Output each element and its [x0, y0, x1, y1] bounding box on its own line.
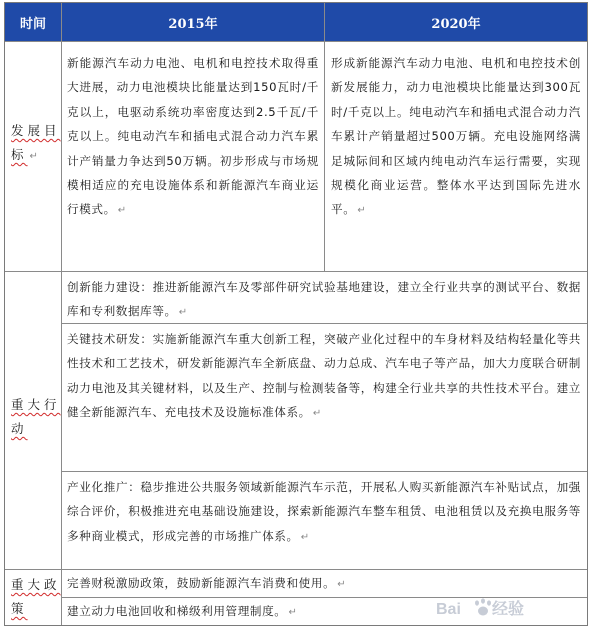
grid-line [61, 471, 587, 472]
policy-item-text: 完善财税激励政策，鼓励新能源汽车消费和使用。 [67, 576, 336, 590]
svg-text:Bai: Bai [436, 601, 461, 618]
paragraph-mark: ↵ [312, 408, 322, 420]
grid-line [5, 41, 587, 42]
paragraph-mark: ↵ [178, 307, 188, 319]
grid-line [5, 569, 587, 570]
svg-text:经验: 经验 [492, 601, 525, 618]
paragraph-mark: ↵ [357, 205, 367, 217]
goals-2020-text: 形成新能源汽车动力电池、电机和电控技术创新发展能力，动力电池模块比能量达到300瓦时/千克以上。纯电动汽车和插电式混合动力汽车累计产销量超过500万辆。充电设施网络满足城际间和区域内纯电动汽车运行需要，实现规模化商业运营。整体水平达到国际先进水平。 [331, 56, 581, 217]
header-2020-label: 2020年 [431, 16, 481, 32]
goals-2015-cell [67, 51, 319, 224]
row-label-actions [5, 393, 61, 453]
baidu-paw-icon [434, 594, 584, 624]
policy-item-text: 建立动力电池回收和梯级利用管理制度。 [67, 604, 287, 618]
actions-item-rnd [67, 327, 581, 427]
row-label-policy [5, 573, 61, 623]
actions-item-text: 创新能力建设：推进新能源汽车及零部件研究试验基地建设，建立全行业共享的测试平台、数据库和专利数据库等。 [67, 280, 581, 319]
plan-table [4, 2, 588, 626]
actions-item-text: 关键技术研发：实施新能源汽车重大创新工程，突破产业化过程中的车身材料及结构轻量化等共性技术和工艺技术，研发新能源汽车全新底盘、动力总成、汽车电子等产品，加大力度联合研制动力电池及其关键材料，以及生产、控制与检测装备等，构建全行业共享的共性技术平台。建立健全新能源汽车、充电技术及设施标准体系。 [67, 332, 581, 420]
grid-line [324, 3, 325, 271]
actions-item-promotion [67, 475, 581, 550]
paragraph-mark: ↵ [300, 531, 310, 543]
actions-label: 重大行动 [11, 397, 61, 436]
paragraph-mark: ↵ [117, 205, 127, 217]
goals-2015-text: 新能源汽车动力电池、电机和电控技术取得重大进展，动力电池模块比能量达到150瓦时/千克以上，电驱动系统功率密度达到2.5千瓦/千克以上。纯电动汽车和插电式混合动力汽车累计产销量力争达到50万辆。初步形成与市场规模相适应的充电设施体系和新能源汽车商业运行模式。 [67, 56, 319, 217]
policy-label: 重大政策 [11, 577, 61, 616]
header-cell-time [5, 3, 61, 41]
header-cell-2020 [325, 3, 587, 41]
baidu-watermark-logo [434, 594, 584, 624]
row-label-goals [5, 119, 61, 179]
paragraph-mark: ↵ [29, 151, 42, 162]
grid-line [5, 271, 587, 272]
actions-item-innovation [67, 275, 581, 326]
goals-2020-cell [331, 51, 581, 224]
header-2015-label: 2015年 [168, 16, 218, 32]
grid-line [61, 3, 62, 625]
actions-item-text: 产业化推广：稳步推进公共服务领域新能源汽车示范，开展私人购买新能源汽车补贴试点，加强综合评价，积极推进充电基础设施建设，探索新能源汽车整车租赁、电池租赁以及充换电服务等多种商业模式，形成完善的市场推广体系。 [67, 480, 581, 543]
header-time-label: 时间 [19, 16, 46, 32]
paragraph-mark: ↵ [337, 579, 347, 590]
paragraph-mark: ↵ [288, 607, 298, 618]
goals-label: 发展目标 [11, 123, 61, 162]
header-cell-2015 [62, 3, 324, 41]
